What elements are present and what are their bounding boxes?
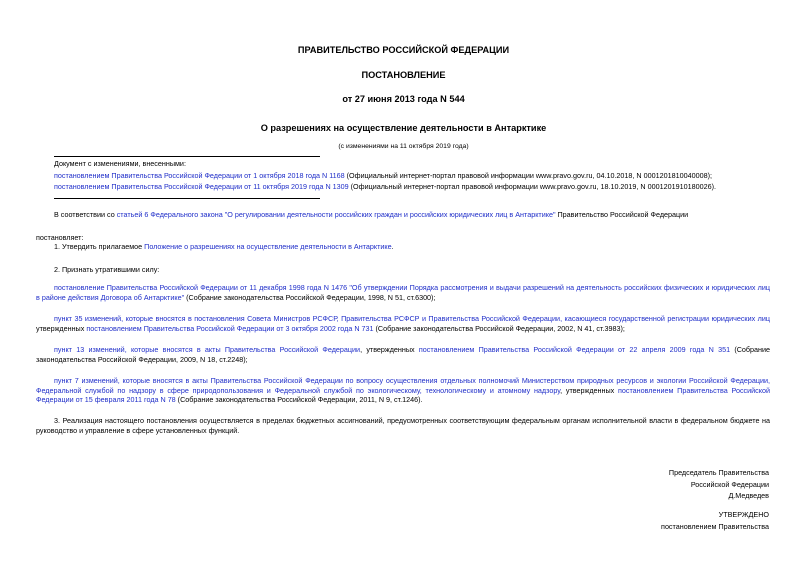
- repealed-item-4: [36, 376, 770, 405]
- repealed-link-3[interactable]: пункт 13 изменений, которые вносятся в акты Правительства Российской Федерации: [54, 345, 361, 354]
- repealed-source-3: (Собрание законодательства Российской Федерации, 2009, N 18, ст.2248);: [36, 345, 771, 364]
- signature-name: Д.Медведев: [728, 491, 769, 501]
- top-divider: [54, 156, 320, 157]
- signature-position: Председатель Правительства: [668, 468, 769, 477]
- repealed-link-1[interactable]: постановление Правительства Российской Федерации от 11 декабря 1998 года N 1476 "Об утверждении Порядка рассмотрения и выдачи разрешений на деятельность российских физических и юридических лиц в районе действия Договора об Антарктике": [36, 283, 770, 302]
- paragraph-1-end: .: [391, 242, 394, 251]
- paragraph-2: 2. Признать утратившими силу:: [54, 265, 160, 274]
- change-source-1: (Официальный интернет-портал правовой информации www.pravo.gov.ru, 04.10.2018, N 0001201810040008);: [344, 170, 712, 180]
- government-heading: ПРАВИТЕЛЬСТВО РОССИЙСКОЙ ФЕДЕРАЦИИ: [297, 45, 510, 55]
- repealed-item-2: [36, 314, 770, 333]
- decree-word: постановляет:: [36, 233, 84, 242]
- repealed-source-2: (Собрание законодательства Российской Федерации, 2002, N 41, ст.3983);: [373, 323, 625, 333]
- approval-block: [661, 510, 769, 531]
- preamble-text-end: Правительство Российской Федерации: [555, 210, 689, 219]
- repealed-link-3b[interactable]: постановлением Правительства Российской Федерации от 22 апреля 2009 года N 351: [418, 345, 731, 354]
- document-type: ПОСТАНОВЛЕНИЕ: [361, 70, 446, 80]
- change-source-2: (Официальный интернет-портал правовой информации www.pravo.gov.ru, 18.10.2019, N 0001201910180026).: [348, 182, 716, 192]
- repealed-item-3: [36, 345, 770, 364]
- bottom-divider: [54, 198, 320, 199]
- repealed-mid-3: , утвержденных: [360, 345, 419, 354]
- preamble-text-start: В соответствии со: [54, 210, 117, 219]
- repealed-source-4: (Собрание законодательства Российской Федерации, 2011, N 9, ст.1246).: [175, 395, 423, 405]
- repealed-item-1: [36, 283, 770, 302]
- document-date-number: от 27 июня 2013 года N 544: [342, 94, 465, 104]
- repealed-mid-4: , утвержденных: [560, 385, 618, 395]
- repealed-link-2b[interactable]: постановлением Правительства Российской Федерации от 3 октября 2002 года N 731: [86, 323, 374, 333]
- change-item-2: [54, 182, 770, 192]
- signature-block: [669, 468, 769, 501]
- revision-note: (с изменениями на 11 октября 2019 года): [338, 143, 469, 150]
- repealed-link-4[interactable]: пункт 7 изменений, которые вносятся в акты Правительства Российской Федерации по вопросу осуществления отдельных полномочий Министерством природных ресурсов и экологии Российской Федерации, Федеральной службой по надзору в сфере природопользования и Федеральной службой по экологическому, технологическому и атомному надзору: [36, 376, 770, 395]
- changes-block: [54, 159, 770, 192]
- paragraph-3: 3. Реализация настоящего постановления осуществляется в пределах бюджетных ассигнований, предусмотренных соответствующим федеральным органам исполнительной власти в федеральном бюджете на руководство и управление в сфере установленных функций.: [36, 416, 770, 435]
- paragraph-1-text: 1. Утвердить прилагаемое: [54, 242, 145, 251]
- approval-source: постановлением Правительства: [661, 521, 769, 531]
- approval-stamp: УТВЕРЖДЕНО: [718, 510, 769, 519]
- repealed-link-2[interactable]: пункт 35 изменений, которые вносятся в постановления Совета Министров РСФСР, Правительства РСФСР и Правительства Российской Федерации, касающиеся государственной регистрации юридических лиц: [54, 314, 770, 323]
- change-link-1[interactable]: постановлением Правительства Российской Федерации от 1 октября 2018 года N 1168: [54, 170, 345, 180]
- change-item-1: [54, 171, 770, 181]
- repealed-source-1: (Собрание законодательства Российской Федерации, 1998, N 51, ст.6300);: [184, 292, 436, 302]
- changes-intro: Документ с изменениями, внесенными:: [54, 159, 186, 168]
- document-title: О разрешениях на осуществление деятельности в Антарктике: [260, 123, 547, 133]
- change-link-2[interactable]: постановлением Правительства Российской Федерации от 11 октября 2019 года N 1309: [54, 182, 349, 192]
- federal-law-link[interactable]: статьей 6 Федерального закона "О регулировании деятельности российских граждан и российских юридических лиц в Антарктике": [116, 210, 556, 219]
- regulation-link[interactable]: Положение о разрешениях на осуществление деятельности в Антарктике: [144, 242, 392, 251]
- repealed-link-4b[interactable]: постановлением Правительства Российской Федерации от 15 февраля 2011 года N 78: [36, 385, 770, 405]
- signature-country: Российской Федерации: [690, 479, 769, 489]
- repealed-mid-2: утвержденных: [36, 323, 87, 333]
- preamble: [36, 210, 770, 220]
- paragraph-1: [36, 242, 770, 252]
